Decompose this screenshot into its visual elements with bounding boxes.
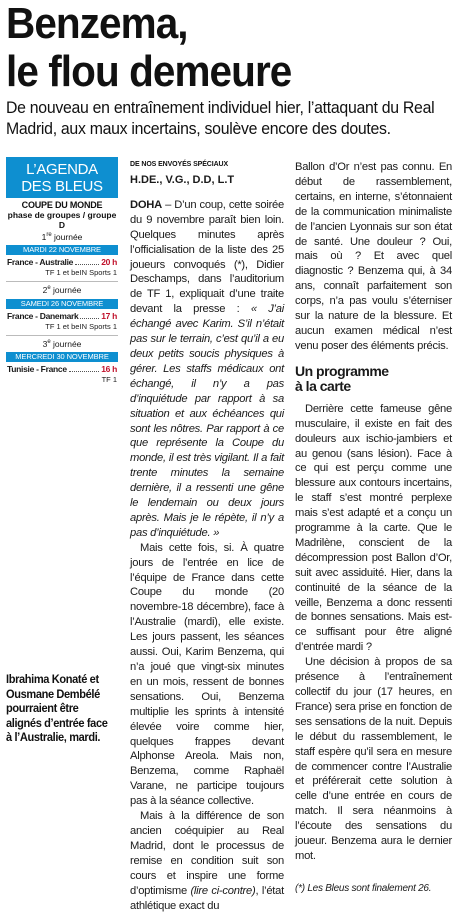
agenda-match-2: France - Danemark 17 h bbox=[7, 310, 117, 321]
agenda-match-3: Tunisie - France 16 h bbox=[7, 364, 117, 375]
agenda-phase: phase de groupes / groupe D bbox=[7, 210, 117, 230]
paragraph-5: Derrière cette fameuse gêne musculaire, il existe en fait des douleurs aux ischio-jambiers et au genou (sans lésion). Face à ce qui est perçu comme une blessure aux contours incertains, le staff s’est montré perplexe mais s’est adapté et a conçu un programme à la carte. Que le Madrilène, conscient de la décompression post Ballon d’Or, suit avec assiduité. Hier, dans la continuité de la séance de la veille, Benzema a donc ressenti de bonnes sensations. Mais est-ce suffisant pour être aligné d’entrée mardi ? bbox=[295, 402, 452, 654]
article-column-1 bbox=[130, 160, 284, 913]
agenda-tv-2: TF 1 et beIN Sports 1 bbox=[45, 321, 117, 331]
paragraph-3: Mais à la différence de son ancien coéquipier au Real Madrid, dont le processus de remise en condition suit son cours et inspire une forme d’optimisme (lire ci-contre), l’état athlétique exact du bbox=[130, 810, 284, 912]
headline-line-1: Benzema, bbox=[6, 0, 188, 48]
agenda-match-1: France - Australie 20 h bbox=[7, 256, 117, 267]
agenda-tv-3: TF 1 bbox=[101, 375, 117, 385]
byline-envoyes: DE NOS ENVOYÉS SPÉCIAUX bbox=[130, 161, 229, 168]
agenda-round-3: 3e journée bbox=[6, 335, 118, 350]
subheading-line-1: Un programme bbox=[295, 362, 389, 379]
standfirst: De nouveau en entraînement individuel hier, l’attaquant du Real Madrid, aux maux incertains, soulève encore des doutes. bbox=[6, 99, 435, 138]
agenda-title-line-2: DES BLEUS bbox=[21, 178, 103, 195]
agenda-title-line-1: L’AGENDA bbox=[26, 161, 98, 178]
headline-line-2: le flou demeure bbox=[6, 47, 292, 96]
paragraph-6: Une décision à propos de sa présence à l’entraînement collectif du jour (17 heures, en France) sera prise en fonction de ses sensations de la nuit. Depuis le début du rassemblement, le staff espère qu’il sera en mesure de commencer contre l’Australie et préférerait cette solution à celle d’une entrée en cours de match. Il sera néanmoins à l’écoute des sensations du joueur. Benzema aura le dernier mot. bbox=[295, 656, 452, 862]
subheading bbox=[295, 364, 452, 394]
headline bbox=[6, 0, 420, 96]
photo-caption: Ibrahima Konaté et Ousmane Dembélé pourraient être alignés d’entrée face à l’Australie, mardi. bbox=[6, 672, 108, 744]
agenda-round-2: 2e journée bbox=[6, 281, 118, 296]
subheading-line-2: à la carte bbox=[295, 377, 351, 394]
paragraph-2: Mais cette fois, si. À quatre jours de l’entrée en lice de l’équipe de France dans cette Coupe du monde (20 novembre-18 décembre), face à l’Australie (mardi), elle existe. Les jours passent, les séances aussi. Oui, Karim Benzema, qui n’a joué que vingt-six minutes en un mois, ressent de bonnes sensations. Oui, Benzema multiplie les sprints à intensité élevée voire comme hier, quelques frappes devant Alphonse Areola. Mais non, Benzema, comme Raphaël Varane, ne participe toujours pas à la séance collective. bbox=[130, 541, 284, 808]
agenda-box bbox=[6, 157, 118, 385]
agenda-round-1: 1re journée bbox=[41, 231, 83, 242]
agenda-date-1: MARDI 22 NOVEMBRE bbox=[6, 245, 118, 255]
paragraph-4: Ballon d’Or n’est pas connu. En début de rassemblement, certains, en interne, s’étonnaient de la communication minimaliste de l’ancien Lyonnais sur son état de santé. Une douleur ? Oui, mais où ? Et avec quel diagnostic ? Benzema qui, à 34 ans, connaît parfaitement son corps, n’a pas voulu s’éterniser sur la nature de la blessure. Et aucun examen médical n’est venu poser des éléments précis. bbox=[295, 161, 452, 352]
agenda-title bbox=[6, 157, 118, 198]
agenda-date-3: MERCREDI 30 NOVEMBRE bbox=[6, 352, 118, 362]
agenda-competition: COUPE DU MONDE bbox=[21, 200, 103, 210]
paragraph-1: DOHA – D’un coup, cette soirée du 9 novembre paraît bien loin. Quelques minutes après l’officialisation de la liste des 25 joueurs convoqués (*), Didier Deschamps, dans l’auditorium de TF 1, expliquait d’une traite devant la presse : « J’ai échangé avec Karim. S’il n’était pas sur le terrain, c’est qu’il a eu deux petits soucis physiques à gérer. Les staffs médicaux ont échangé, il n’y a pas d’inquiétude par rapport à sa situation et aux échéances qui sont les nôtres. Par rapport à ce que représente la Coupe du monde, il est très vigilant. Il a fait trente minutes la semaine dernière, il a ressenti une gêne le lendemain ou deux jours après. Mais je le répète, il n’y a pas d’inquiétude. » bbox=[130, 198, 285, 539]
agenda-tv-1: TF 1 et beIN Sports 1 bbox=[45, 267, 117, 277]
byline-authors: H.DE., V.G., D.D, L.T bbox=[130, 174, 235, 186]
agenda-date-2: SAMEDI 26 NOVEMBRE bbox=[6, 299, 118, 309]
footnote: (*) Les Bleus sont finalement 26. bbox=[295, 882, 432, 894]
article-column-2 bbox=[295, 160, 452, 897]
